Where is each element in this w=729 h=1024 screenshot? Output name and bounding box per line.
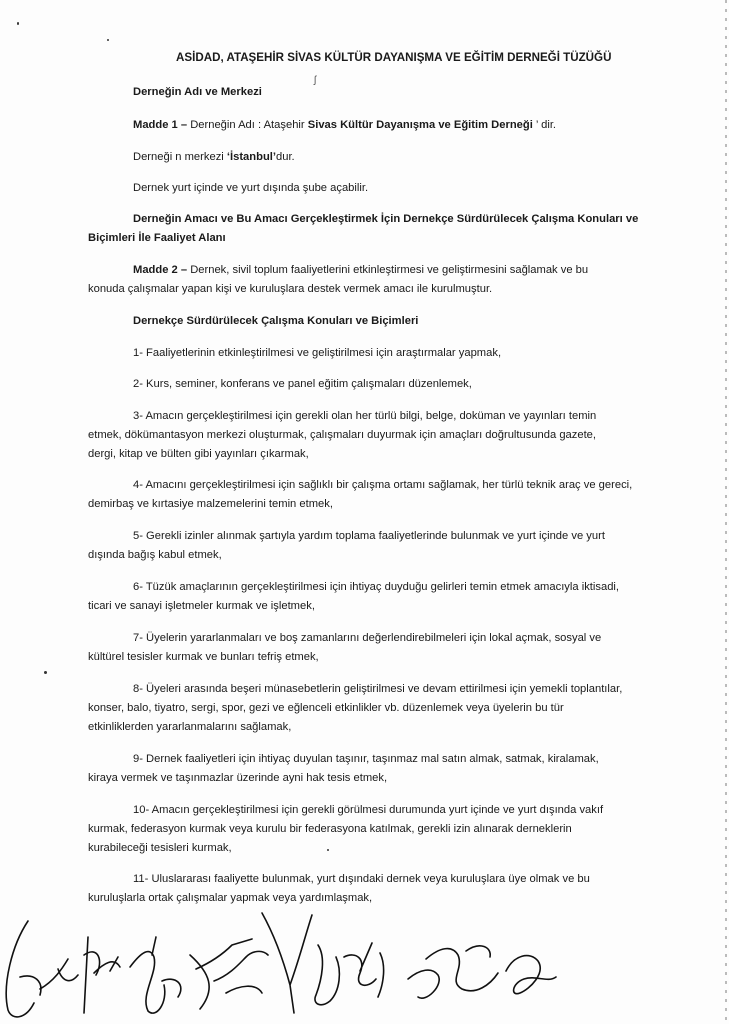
list-item-5-line1: 5- Gerekli izinler alınmak şartıyla yardım toplama faaliyetlerinde bulunmak ve yurt içinde ve yurt	[133, 530, 605, 542]
scan-speck	[327, 849, 329, 851]
list-item-10-line2: kurmak, federasyon kurmak veya kurulu bir federasyona katılmak, gerekli izin alınarak derneklerin	[88, 823, 572, 835]
list-item-6-line2: ticari ve sanayi işletmeler kurmak ve işletmek,	[88, 600, 315, 612]
list-item-1: 1- Faaliyetlerinin etkinleştirilmesi ve geliştirilmesi için araştırmalar yapmak,	[133, 347, 502, 359]
scan-edge	[725, 0, 727, 1024]
headquarters-text: Derneği n merkezi	[133, 151, 227, 163]
list-item-8-line2: konser, balo, tiyatro, sergi, spor, gezi ve eğlenceli etkinlikler vb. düzenlemek veya üyelerin bu tür	[88, 702, 564, 714]
signature-7	[408, 946, 498, 998]
list-item-6-line1: 6- Tüzük amaçlarının gerçekleştirilmesi için ihtiyaç duyduğu gelirleri temin etmek amacıyla iktisadi,	[133, 581, 620, 593]
scan-speck	[17, 22, 19, 25]
list-item-11-line2: kuruluşlarla ortak çalışmalar yapmak veya yardımlaşmak,	[88, 892, 373, 904]
list-item-7-line1: 7- Üyelerin yararlanmaları ve boş zamanlarını değerlendirebilmeleri için lokal açmak, sosyal ve	[133, 632, 602, 644]
list-item-8-line3: etkinliklerden yararlanmalarını sağlamak,	[88, 721, 292, 733]
madde-2-label: Madde 2 –	[133, 264, 188, 276]
madde-2-text: Dernek, sivil toplum faaliyetlerini etkinleştirmesi ve geliştirmesini sağlamak ve bu	[187, 264, 589, 276]
list-item-4-line2: demirbaş ve kırtasiye malzemelerini temin etmek,	[88, 498, 333, 510]
list-item-3-line1: 3- Amacın gerçekleştirilmesi için gerekli olan her türlü bilgi, belge, doküman ve yayınları temin	[133, 410, 597, 422]
scan-speck	[44, 671, 47, 674]
signatures-area	[0, 885, 729, 1024]
list-item-8-line1: 8- Üyeleri arasında beşeri münasebetlerin geliştirilmesi ve devam ettirilmesi için yemekli toplantılar,	[133, 683, 623, 695]
signature-4	[190, 939, 268, 1009]
list-item-3-line3: dergi, kitap ve bülten gibi yayınları çıkarmak,	[88, 448, 309, 460]
scan-speck	[107, 39, 109, 41]
madde-1-label: Madde 1 –	[133, 119, 188, 131]
list-item-7-line2: kültürel tesisler kurmak ve bunları tefriş etmek,	[88, 651, 319, 663]
list-item-10-line1: 10- Amacın gerçekleştirilmesi için gerekli görülmesi durumunda yurt içinde ve yurt dışında vakıf	[133, 804, 604, 816]
list-item-5-line2: dışında bağış kabul etmek,	[88, 549, 222, 561]
list-item-4-line1: 4- Amacını gerçekleştirilmesi için sağlıklı bir çalışma ortamı sağlamak, her türlü teknik araç ve gereci,	[133, 479, 633, 491]
madde-1	[133, 118, 556, 133]
madde-2-line1	[133, 263, 588, 278]
list-item-3-line2: etmek, dökümantasyon merkezi oluşturmak, çalışmaları duyurmak için amaçları doğrultusunda gazete,	[88, 429, 597, 441]
section-heading-purpose-line1: Derneğin Amacı ve Bu Amacı Gerçekleştirmek İçin Dernekçe Sürdürülecek Çalışma Konuları ve	[133, 213, 639, 225]
headquarters-suffix: dur.	[276, 151, 295, 163]
signature-3	[130, 937, 181, 1013]
signature-5	[262, 913, 339, 1013]
signature-8	[506, 956, 556, 994]
list-item-9-line2: kiraya vermek ve taşınmazlar üzerinde ayni hak tesis etmek,	[88, 772, 388, 784]
stray-mark: ʃ	[314, 75, 317, 86]
madde-2-line2: konuda çalışmalar yapan kişi ve kuruluşlara destek vermek amacı ile kurulmuştur.	[88, 283, 493, 295]
signature-1	[6, 921, 78, 1017]
branch-line: Dernek yurt içinde ve yurt dışında şube açabilir.	[133, 182, 369, 194]
document-title: ASİDAD, ATAŞEHİR SİVAS KÜLTÜR DAYANIŞMA VE EĞİTİM DERNEĞİ TÜZÜĞÜ	[176, 51, 612, 64]
signature-6	[344, 943, 384, 997]
section-heading-purpose-line2: Biçimleri İle Faaliyet Alanı	[88, 232, 226, 244]
list-item-9-line1: 9- Dernek faaliyetleri için ihtiyaç duyulan taşınır, taşınmaz mal satın almak, satmak, kiralamak,	[133, 753, 599, 765]
section-heading-activities: Dernekçe Sürdürülecek Çalışma Konuları ve Biçimleri	[133, 315, 419, 327]
list-item-10-line3: kurabileceği tesisleri kurmak,	[88, 842, 232, 854]
section-heading-name-center: Derneğin Adı ve Merkezi	[133, 86, 262, 98]
signature-2	[84, 937, 120, 1013]
madde-1-suffix: ’ dir.	[532, 119, 557, 131]
list-item-2: 2- Kurs, seminer, konferans ve panel eğitim çalışmaları düzenlemek,	[133, 378, 472, 390]
list-item-11-line1: 11- Uluslararası faaliyette bulunmak, yurt dışındaki dernek veya kuruluşlara üye olmak ve bu	[133, 873, 590, 885]
association-name: Sivas Kültür Dayanışma ve Eğitim Derneği	[307, 119, 533, 131]
headquarters-city: ‘İstanbul’	[226, 151, 276, 163]
madde-1-text: Derneğin Adı : Ataşehir	[187, 119, 308, 131]
headquarters-line	[133, 150, 295, 165]
